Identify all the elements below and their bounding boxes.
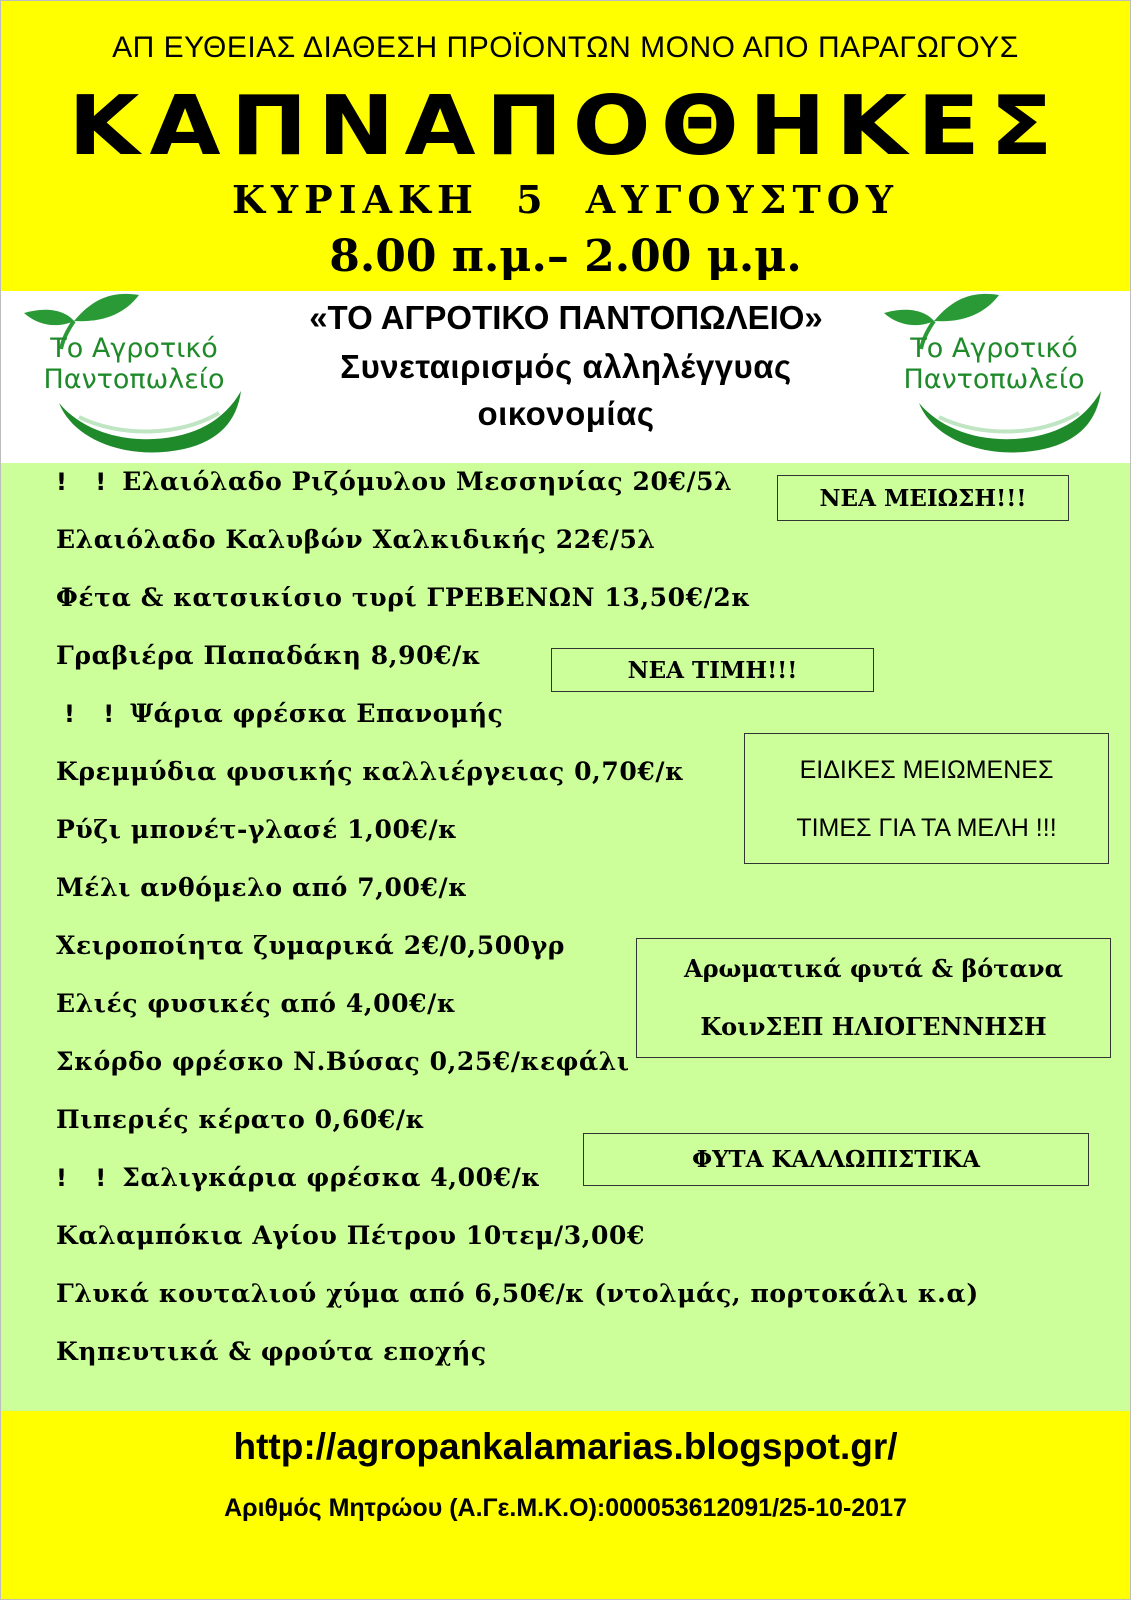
list-item: Γλυκά κουταλιού χύμα από 6,50€/κ (ντολμάς, πορτοκάλι κ.α) bbox=[56, 1279, 979, 1308]
list-item: Μέλι ανθόμελο από 7,00€/κ bbox=[56, 873, 468, 902]
blog-link[interactable]: http://agropankalamarias.blogspot.gr/ bbox=[233, 1426, 898, 1467]
event-date: ΚΥΡΙΑΚΗ 5 ΑΥΓΟΥΣΤΟΥ bbox=[231, 177, 899, 222]
page-title: ΚΑΠΝΑΠΟΘΗΚΕΣ bbox=[68, 79, 1063, 174]
list-item: Χειροποίητα ζυμαρικά 2€/0,500γρ bbox=[56, 931, 566, 960]
registry-number: Αριθμός Μητρώου (Α.Γε.Μ.Κ.Ο):000053612091/25-10-2017 bbox=[224, 1494, 907, 1522]
event-hours: 8.00 π.μ.– 2.00 μ.μ. bbox=[329, 231, 802, 282]
list-item: Σκόρδο φρέσκο Ν.Βύσας 0,25€/κεφάλι bbox=[56, 1047, 630, 1076]
list-item: Πιπεριές κέρατο 0,60€/κ bbox=[56, 1105, 425, 1134]
list-item: ! ! Σαλιγκάρια φρέσκα 4,00€/κ bbox=[56, 1163, 541, 1192]
header-subtitle: ΑΠ ΕΥΘΕΙΑΣ ΔΙΑΘΕΣΗ ΠΡΟΪΟΝΤΩΝ ΜΟΝΟ ΑΠΟ ΠΑΡΑΓΩΓΟΥΣ bbox=[112, 31, 1019, 64]
list-item: Γραβιέρα Παπαδάκη 8,90€/κ bbox=[56, 641, 482, 670]
list-item: Ρύζι μπονέτ-γλασέ 1,00€/κ bbox=[56, 815, 458, 844]
herbs-box: Αρωματικά φυτά & βότανα ΚοινΣΕΠ ΗΛΙΟΓΕΝΝΗΣΗ bbox=[636, 938, 1111, 1058]
logo-left-line2: Παντοπωλείο bbox=[43, 364, 225, 395]
list-item: Κηπευτικά & φρούτα εποχής bbox=[56, 1337, 487, 1366]
ornamental-plants-box: ΦΥΤΑ ΚΑΛΛΩΠΙΣΤΙΚΑ bbox=[583, 1133, 1089, 1186]
org-desc-line1: Συνεταιρισμός αλληλέγγυας bbox=[340, 348, 792, 385]
exclamation-icon: ! ! bbox=[56, 1164, 117, 1192]
logo-right-line1: Το Αγροτικό bbox=[910, 333, 1078, 364]
list-item: Ελαιόλαδο Καλυβών Χαλκιδικής 22€/5λ bbox=[56, 525, 656, 554]
new-reduction-badge: ΝΕΑ ΜΕΙΩΣΗ!!! bbox=[777, 475, 1069, 521]
exclamation-icon: ! ! bbox=[56, 468, 117, 496]
logo-left-line1: Το Αγροτικό bbox=[50, 333, 218, 364]
org-name: «ΤΟ ΑΓΡΟΤΙΚΟ ΠΑΝΤΟΠΩΛΕΙΟ» bbox=[309, 299, 823, 336]
list-item: Κρεμμύδια φυσικής καλλιέργειας 0,70€/κ bbox=[56, 757, 685, 786]
org-description bbox=[201, 343, 931, 437]
logo-right-line2: Παντοπωλείο bbox=[903, 364, 1085, 395]
list-item: ! ! Ελαιόλαδο Ριζόμυλου Μεσσηνίας 20€/5λ bbox=[56, 467, 733, 496]
exclamation-icon: ! ! bbox=[64, 700, 125, 728]
org-desc-line2: οικονομίας bbox=[477, 395, 655, 432]
members-discount-box: ΕΙΔΙΚΕΣ ΜΕΙΩΜΕΝΕΣ ΤΙΜΕΣ ΓΙΑ ΤΑ ΜΕΛΗ !!! bbox=[744, 733, 1109, 864]
list-item: ! ! Ψάρια φρέσκα Επανομής bbox=[64, 699, 504, 728]
new-price-badge: ΝΕΑ ΤΙΜΗ!!! bbox=[551, 648, 874, 692]
list-item: Φέτα & κατσικίσιο τυρί ΓΡΕΒΕΝΩΝ 13,50€/2κ bbox=[56, 583, 751, 612]
list-item: Ελιές φυσικές από 4,00€/κ bbox=[56, 989, 457, 1018]
list-item: Καλαμπόκια Αγίου Πέτρου 10τεμ/3,00€ bbox=[56, 1221, 646, 1250]
